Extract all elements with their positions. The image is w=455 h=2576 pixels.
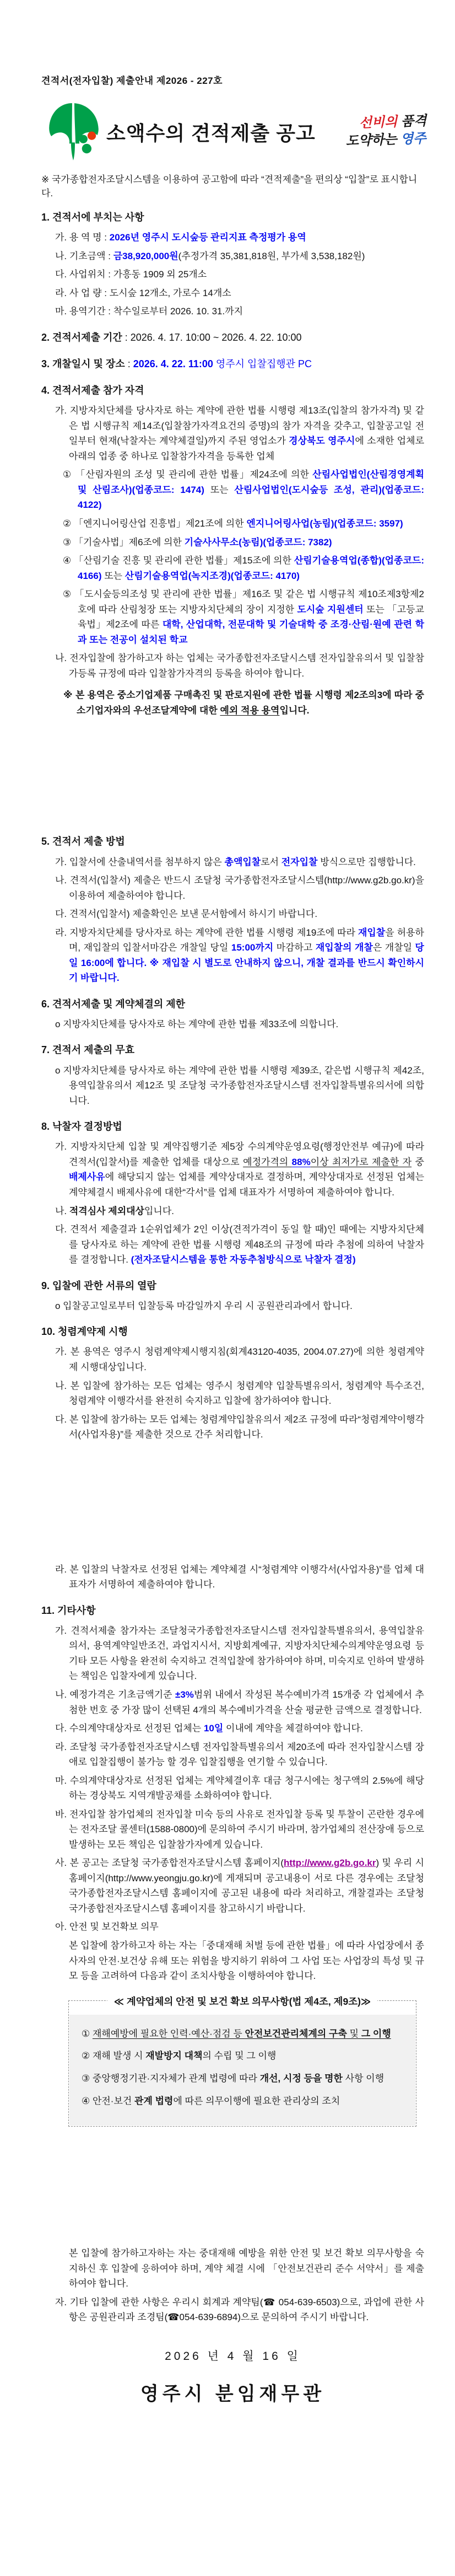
text-segment: 은 개찰일 <box>372 942 415 953</box>
text-segment: 다. 본 입찰에 참가하는 모든 업체는 청렴계약입찰유의서 제2조 규정에 따라“청렴계약이행각서(사업자용)”를 제출한 것으로 간주 처리합니다. <box>55 1414 424 1440</box>
doc-paragraph <box>41 230 424 245</box>
text-segment: 10. 청렴계약제 시행 <box>41 1326 128 1338</box>
text-segment: ③ 「기술사법」제6조에 의한 <box>63 536 185 548</box>
text-segment: 가. 입찰서에 산출내역서를 첨부하지 않은 <box>55 856 225 867</box>
doc-number: 견적서(전자입찰) 제출안내 제2026 - 227호 <box>41 76 223 86</box>
text-segment: 마감하고 <box>273 942 316 953</box>
text-segment: 품격 <box>400 113 427 129</box>
text-segment: 3. 개찰일시 및 장소 <box>41 358 125 369</box>
text-segment: 기술사사무소(농림)(업종코드: 7382) <box>184 536 332 548</box>
text-segment: 1. 견적서에 부치는 사항 <box>41 212 144 223</box>
issue-date <box>41 2347 424 2366</box>
text-segment: 관계 법령 <box>134 2095 174 2106</box>
text-segment: ※ 본 용역은 중소기업제품 구매촉진 및 판로지원에 관한 법률 시행령 제2조의3에 따라 중소기업자와의 우선조달계약에 대한 <box>63 690 424 716</box>
text-segment: ④ 「산림기술 진흥 및 관리에 관한 법률」제15조에 의한 <box>63 555 294 566</box>
doc-paragraph <box>41 1807 424 1853</box>
text-segment: 라. 사 업 량 : 도시숲 12개소, 가로수 14개소 <box>55 287 231 298</box>
text-segment: ④ 안전·보건 <box>82 2095 135 2106</box>
text-segment: 사. 본 공고는 조달청 국가종합전자조달시스템 홈페이지( <box>55 1858 284 1869</box>
city-slogan <box>318 112 427 152</box>
doc-paragraph <box>41 925 424 986</box>
text-segment: 가. 지방자치단체를 당사자로 하는 계약에 관한 법률 시행령 제13조(입찰의 참가자격) 및 같은 법 시행규칙 제14조(입찰참가자격요건의 증명)의 참가 자격을 갖추고, 입찰공고일 전일부터 현재(낙찰자는 계약체결일)까지 주된 영업소가 <box>55 405 424 447</box>
text-segment: 금38,920,000원 <box>113 250 178 261</box>
doc-paragraph <box>41 535 424 550</box>
text-segment: 을 허용하며, 재입찰의 입찰서마감은 개찰일 당일 <box>69 927 424 953</box>
doc-paragraph <box>41 1063 424 1109</box>
doc-paragraph <box>41 1344 424 1375</box>
section-8-heading <box>41 1119 424 1135</box>
intro-note: ※ 국가종합전자조달시스템을 이용하여 공고함에 따라 “견적제출”을 편의상 “입찰”로 표시합니다. <box>41 174 418 198</box>
text-segment: 산림사업법인(산림경영계획 및 산림조사)(업종코드: 1474) <box>78 469 424 495</box>
text-segment: 재입찰의 개찰 <box>315 942 373 953</box>
text-segment: 경상북도 영주시 <box>289 436 355 447</box>
text-segment: 2. 견적서제출 기간 <box>41 331 122 343</box>
doc-paragraph <box>41 1412 424 1442</box>
text-segment: 11. 기타사항 <box>41 1604 96 1616</box>
text-segment: 안전보건관리체계의 구축 <box>245 2028 347 2039</box>
law-box-body <box>69 2015 415 2126</box>
text-segment: 산림사업법인(도시숲등 조성, 관리)(업종코드: 4122) <box>78 484 424 511</box>
text-segment: 예정가격의 <box>243 1156 292 1167</box>
text-segment: 범위 내에서 작성된 복수예비가격 15개중 각 업체에서 추첨한 번호 중 가장 많이 선택된 4개의 복수예비가격을 산술 평균한 금액으로 결정합니다. <box>69 1689 424 1715</box>
doc-paragraph <box>41 267 424 282</box>
doc-paragraph <box>41 1773 424 1804</box>
doc-paragraph <box>41 688 424 718</box>
text-segment: 나. 예정가격은 기초금액기준 <box>55 1689 176 1700</box>
text-segment: o 입찰공고일로부터 입찰등록 마감일까지 우리 시 공원관리과에서 합니다. <box>55 1300 353 1311</box>
text-segment: 또는 <box>204 484 235 495</box>
doc-paragraph <box>41 1855 424 1916</box>
text-segment: 중 <box>411 1156 424 1167</box>
text-segment: 대학, 산업대학, 전문대학 및 기술대학 중 조경·산림·원예 관련 학과 또는 전공이 설치된 학교 <box>78 619 424 645</box>
text-segment: 바. 전자입찰 참가업체의 전자입찰 미숙 등의 사유로 전자입찰 등록 및 투찰이 곤란한 경우에는 전자조달 콜센터(1588-0800)에 문의하여 주시기 바라며, 참가업체의 전산장애 등으로 발생하는 모든 책임은 입찰참가자에게 있습니다. <box>55 1808 424 1850</box>
section-1-heading <box>41 210 424 226</box>
doc-paragraph <box>41 873 424 903</box>
doc-paragraph <box>41 906 424 922</box>
text-segment: 로서 <box>261 856 281 867</box>
text-segment: ±3% <box>175 1689 194 1700</box>
text-segment: 적격심사 제외대상 <box>69 1205 144 1216</box>
doc-paragraph <box>41 304 424 319</box>
text-segment: ⑤ 「도시숲등의조성 및 관리에 관한 법률」제16조 및 같은 법 시행규칙 제10조제3항제2호에 따라 산림청장 또는 지방자치단체의 장이 지정한 <box>63 589 424 615</box>
section-10-heading <box>41 1324 424 1340</box>
text-segment: 가. 용 역 명 : <box>55 232 110 243</box>
text-segment: 라. 조달청 국가종합전자조달시스템 전자입찰특별유의서 제20조에 따라 전자입찰시스템 장애로 입찰집행이 불가능 할 경우 입찰집행을 연기할 수 있습니다. <box>55 1741 424 1768</box>
text-segment: ) 및 우리 시 홈페이지(http://www.yeongju.go.kr)에 게재되며 공고내용이 서로 다른 경우에는 조달청 국가종합전자조달시스템 홈페이지에 공고된 내용에 따라 처리하고, 개찰결과는 조달청 국가종합전자조달시스템 홈페이지를 참고하시기 바랍니다. <box>69 1858 424 1914</box>
text-segment: 이내에 계약을 체결하여야 합니다. <box>223 1723 363 1734</box>
section-4-heading <box>41 383 424 399</box>
text-segment: 다. 견적서(입찰서) 제출확인은 보낸 문서함에서 하시기 바랍니다. <box>55 909 318 920</box>
text-segment: 나. 견적서(입찰서) 제출은 반드시 조달청 국가종합전자조달시스템(http://www.g2b.go.kr)을 이용하여 제출하여야 합니다. <box>55 875 424 901</box>
text-segment: 88% <box>291 1156 311 1167</box>
doc-paragraph <box>41 403 424 464</box>
text-segment: 다. 수의계약대상자로 선정된 업체는 <box>55 1723 204 1734</box>
doc-paragraph <box>41 587 424 647</box>
section-5-heading <box>41 834 424 850</box>
text-segment: 당일 16:00에 합니다. ※ 재입찰 시 별도로 안내하지 않으니, 개찰 결과를 반드시 확인하시기 바랍니다. <box>69 942 424 984</box>
section-6-heading <box>41 996 424 1012</box>
text-segment: ① <box>82 2028 93 2039</box>
text-segment: 2026 년 4 월 16 일 <box>165 2349 301 2363</box>
doc-paragraph <box>41 286 424 301</box>
doc-paragraph <box>41 651 424 681</box>
text-segment: 재해예방에 필요한 인력·예산·점검 등 <box>92 2028 245 2039</box>
yeongju-city-logo-icon <box>46 101 103 163</box>
text-segment: 4. 견적서제출 참가 자격 <box>41 385 144 396</box>
text-segment: 또는 <box>101 570 125 581</box>
text-segment: 마. 수의계약대상자로 선정된 업체는 계약체결이후 대금 청구시에는 청구액의 2.5%에 해당하는 경상북도 지역개발공채를 소화하여야 합니다. <box>55 1775 424 1801</box>
text-segment: 도시숲 지원센터 <box>297 604 364 615</box>
text-segment: 영주 <box>400 131 426 147</box>
law-box-item <box>82 2071 403 2086</box>
text-segment: ① 「산림자원의 조성 및 관리에 관한 법률」제24조에 의한 <box>63 469 313 480</box>
text-segment: 산림기술용역업(녹지조경)(업종코드: 4170) <box>124 570 300 581</box>
city-slogan-line2 <box>319 130 427 152</box>
text-segment: 9. 입찰에 관한 서류의 열람 <box>41 1280 156 1291</box>
doc-paragraph <box>41 249 424 264</box>
text-segment: 예외 적용 용역 <box>220 705 280 716</box>
doc-paragraph <box>41 516 424 532</box>
text-segment: 영주시 입찰집행관 PC <box>215 358 312 369</box>
doc-paragraph <box>41 467 424 513</box>
doc-paragraph <box>41 1721 424 1736</box>
safety-obligation-box <box>68 1995 416 2127</box>
document-header <box>41 101 427 163</box>
section-9-heading <box>41 1278 424 1294</box>
text-segment: 산림기술용역업(종합)(업종코드: 4166) <box>78 555 424 581</box>
text-segment: 다. 견적서 제출결과 1순위업체가 2인 이상(견적가격이 동일 할 때)인 때에는 지방자치단체를 당사자로 하는 계약에 관한 법률 시행령 제48조의 규정에 따라 추첨에 의하여 낙찰자를 결정합니다. <box>55 1224 424 1265</box>
text-segment: ≪ 계약업체의 안전 및 보건 확보 의무사항(법 제4조, 제9조)≫ <box>113 1995 371 2007</box>
doc-paragraph <box>41 855 424 870</box>
text-segment: 가. 지방자치단체 입찰 및 계약집행기준 제5장 수의계약운영요령(행정안전부 예규)에 따라 견적서(입찰서)를 제출한 업체를 대상으로 <box>55 1141 424 1167</box>
text-segment: 5. 견적서 제출 방법 <box>41 836 125 847</box>
text-segment: 에 해당되지 않는 업체를 계약상대자로 결정하며, 계약상대자로 선정된 업체는 계약체결시 배제사유에 대한“각서”를 업체 대표자가 서명하여 제출하여야 합니다. <box>69 1172 424 1198</box>
law-box-item <box>82 2094 403 2109</box>
text-segment: 의 수립 및 그 이행 <box>202 2051 277 2062</box>
doc-paragraph <box>41 553 424 583</box>
text-segment: ③ 중앙행정기관·지자체가 관계 법령에 따라 <box>82 2073 260 2084</box>
text-segment: 개선, 시정 등을 명한 <box>259 2073 343 2084</box>
law-box-item <box>82 2048 403 2064</box>
text-segment: o 지방자치단체를 당사자로 하는 계약에 관한 법률 시행령 제39조, 같은법 시행규칙 제42조, 용역입찰유의서 제12조 및 조달청 국가종합전자조달시스템 전자입찰특별유의서에 의합니다. <box>55 1065 424 1106</box>
text-segment: 방식으로만 집행합니다. <box>317 856 416 867</box>
text-segment: 다. 사업위치 : 가흥동 1909 외 25개소 <box>55 269 207 280</box>
text-segment: 가. 견적서제출 참가자는 조달청국가종합전자조달시스템 전자입찰특별유의서, 용역입찰유의서, 용역계약일반조건, 과업지시서, 지방회계예규, 지방자치단체수의계약운영요령 등 기타 모든 사항을 완전히 숙지하고 견적입찰에 참가하여야 하며, 미숙지로 인하여 발생하는 책임은 입찰자에게 있습니다. <box>55 1625 424 1682</box>
doc-paragraph <box>41 1938 424 1984</box>
doc-paragraph <box>41 1298 424 1314</box>
text-segment: ② 「엔지니어링산업 진흥법」제21조에 의한 <box>63 518 247 529</box>
text-segment: 엔지니어링사업(농림)(업종코드: 3597) <box>246 518 403 529</box>
text-segment: 나. 전자입찰에 참가하고자 하는 업체는 국가종합전자조달시스템 전자입찰유의서 및 입찰참가등록 규정에 따라 입찰참가자격의 등록을 하여야 합니다. <box>55 653 424 679</box>
text-segment: 또는 「고등교육법」제2조에 따른 <box>78 604 424 630</box>
text-segment: o 지방자치단체를 당사자로 하는 계약에 관한 법률 제33조에 의합니다. <box>55 1018 339 1029</box>
text-segment: 6. 견적서제출 및 계약체결의 제한 <box>41 998 186 1010</box>
section-11-heading <box>41 1603 424 1619</box>
doc-paragraph <box>41 1623 424 1684</box>
page-gap <box>41 2127 424 2242</box>
doc-paragraph <box>41 1139 424 1200</box>
doc-paragraph <box>41 1687 424 1718</box>
issuer-title <box>41 2379 424 2409</box>
text-segment: 자. 기타 입찰에 관한 사항은 우리시 회계과 계약팀(☎ 054-639-6503)으로, 과업에 관한 사항은 공원관리과 조경팀(☎054-639-6894)으로 문의하여 주시기 바랍니다. <box>55 2296 424 2323</box>
text-segment: ② 재해 발생 시 <box>82 2051 146 2062</box>
doc-paragraph <box>41 2295 424 2325</box>
text-segment: 배제사유 <box>69 1172 105 1183</box>
doc-paragraph <box>41 2246 424 2291</box>
text-segment: 영주시 분임재무관 <box>140 2383 326 2405</box>
text-segment: 입니다. <box>144 1205 174 1216</box>
text-segment: 및 <box>346 2028 361 2039</box>
text-segment: 15:00까지 <box>231 942 274 953</box>
text-segment: 도약하는 <box>345 132 401 149</box>
section-2-heading <box>41 330 424 346</box>
text-segment: 7. 견적서 제출의 무효 <box>41 1044 135 1056</box>
text-segment: 아. 안전 및 보건확보 의무 <box>55 1922 159 1933</box>
text-segment: (추정가격 35,381,818원, 부가세 3,538,182원) <box>178 250 365 261</box>
text-segment: 전자입찰 <box>281 856 318 867</box>
text-segment: (전자조달시스템을 통한 자동추첨방식으로 낙찰자 결정) <box>131 1254 356 1265</box>
text-segment: 나. 기초금액 : <box>55 250 113 261</box>
text-segment: http://www.g2b.go.kr <box>284 1858 376 1869</box>
doc-paragraph <box>41 1222 424 1268</box>
law-box-title <box>107 1994 378 2009</box>
text-segment: 2026년 영주시 도시숲등 관리지표 측정평가 용역 <box>109 232 306 243</box>
text-segment: 재입찰 <box>358 927 386 938</box>
text-segment: 가. 본 용역은 영주시 청렴계약제시행지침(회계43120-4035, 2004.07.27)에 의한 청렴계약제 시행대상입니다. <box>55 1346 424 1372</box>
doc-paragraph <box>41 1740 424 1770</box>
text-segment: 본 입찰에 참가하고자 하는 자는「중대재해 처벌 등에 관한 법률」에 따라 사업장에서 종사자의 안전·보건상 유해 또는 위험을 방지하기 위하여 그 사업 또는 사업장의 특성 및 규모 등을 고려하여 다음과 같이 조치사항을 이행하여야 합니다. <box>69 1940 424 1982</box>
doc-paragraph <box>41 1919 424 1935</box>
doc-paragraph <box>41 1378 424 1409</box>
text-segment: 선비의 <box>359 114 402 131</box>
text-segment: 사항 이행 <box>342 2073 384 2084</box>
text-segment: : 2026. 4. 17. 10:00 ~ 2026. 4. 22. 10:00 <box>122 331 302 343</box>
doc-paragraph <box>41 1017 424 1032</box>
text-segment: 에 소재한 업체로 아래의 업종 중 하나로 입찰참가자격을 등록한 업체 <box>69 436 424 461</box>
text-segment: 10일 <box>203 1723 224 1734</box>
text-segment: 에 따른 의무이행에 필요한 관리상의 조치 <box>173 2095 340 2106</box>
text-segment: 2026. 4. 22. 11:00 <box>133 358 213 369</box>
text-segment: 이상 최저가로 제출한 자 <box>310 1156 412 1167</box>
text-segment: 그 이행 <box>361 2028 391 2039</box>
page-gap <box>41 1446 424 1559</box>
section-3-heading <box>41 356 424 372</box>
text-segment: 나. 본 입찰에 참가하는 모든 업체는 영주시 청렴계약 입찰특별유의서, 청렴계약 특수조건, 청렴계약 이행각서를 완전히 숙지하고 입찰에 참가하여야 합니다. <box>55 1380 424 1407</box>
text-segment: 라. 지방자치단체를 당사자로 하는 계약에 관한 법률 시행령 제19조에 따라 <box>55 927 358 938</box>
text-segment: 입니다. <box>279 705 310 716</box>
text-segment: 재발방지 대책 <box>145 2051 203 2062</box>
text-segment: 나. <box>55 1205 69 1216</box>
doc-paragraph <box>41 1204 424 1219</box>
page-title: 소액수의 견적제출 공고 <box>106 121 316 144</box>
text-segment: 본 입찰에 참가하고자하는 자는 중대재해 예방을 위한 안전 및 보건 확보 의무사항을 숙지하신 후 입찰에 응하여야 하며, 계약 체결 시에 「안전보건관리 준수 서약서」를 제출하여야 합니다. <box>69 2248 424 2289</box>
section-7-heading <box>41 1042 424 1058</box>
law-box-item <box>82 2026 403 2042</box>
text-segment: 8. 낙찰자 결정방법 <box>41 1121 122 1133</box>
doc-paragraph <box>41 1562 424 1592</box>
text-segment: 마. 용역기간 : 착수일로부터 2026. 10. 31.까지 <box>55 306 243 317</box>
text-segment: 라. 본 입찰의 낙찰자로 선정된 업체는 계약체결 시“청렴계약 이행각서(사업자용)”를 업체 대표자가 서명하여 제출하여야 합니다. <box>55 1564 424 1590</box>
page-gap <box>41 721 424 823</box>
document-body <box>41 210 424 2409</box>
text-segment: 총액입찰 <box>224 856 261 867</box>
text-segment: : <box>124 358 133 369</box>
